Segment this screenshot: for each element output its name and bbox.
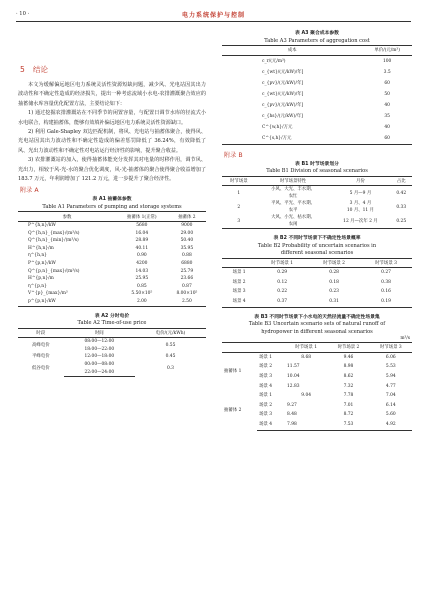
column-header: 时节场景: [222, 176, 256, 186]
column-header: 时节场景 1: [256, 258, 308, 268]
table-row: [222, 186, 412, 201]
table-cell: p^{p,n}/kW: [18, 298, 116, 306]
conclusion-paragraph: 本文为缓解偏远地区电力系统灵活性资源短缺问题，减少风、光电站因其出力波动性和不确定性造成的经济损失，提出一种考虑流域小水电-农排灌溉聚合效应的抽蓄储水库容量优化配置方法，主要结论如下：: [18, 82, 206, 107]
column-header: 抽蓄体 1(正常): [116, 212, 168, 222]
table-cell: 5.94: [385, 373, 396, 379]
table-cell: 场景 1: [259, 354, 273, 360]
column-header: 电价/(元/kWh): [135, 328, 206, 338]
table-cell: 0.19: [360, 297, 412, 307]
table-row: [18, 237, 206, 245]
scenario-id: 3: [222, 214, 256, 229]
table-row: [222, 297, 412, 307]
table-cell: 场景 3: [259, 373, 273, 379]
table-b2-title-cn: 表 B2 不同时节场景下不确定性场景概率: [273, 236, 361, 242]
table-cell: 23.66: [180, 276, 194, 282]
time-range: 12:00—18:00: [84, 354, 115, 360]
table-cell: 40: [384, 102, 390, 108]
table-cell: 25.79: [180, 268, 194, 274]
conclusion-paragraph: 3) 农排灌溉站的加入，使得抽蓄体能充分发挥其对电量的时移作用，调节风、光出力，相较于风-光-水的聚合优化调度，风-光-抽蓄体的聚合使得聚合收益增加了 183.7 万元，年利润增加了 121.2 万元，进一步提升了聚合经济性。: [18, 157, 206, 183]
table-cell: 16.04: [135, 230, 149, 236]
table-cell: 25.95: [135, 276, 149, 282]
table-b3-title-en-line2: hydropower in different seasonal scenarios: [261, 328, 373, 335]
table-row: [18, 222, 206, 230]
table-cell: 0.87: [181, 283, 192, 289]
table-cell: 0.16: [381, 289, 391, 295]
table-row: [18, 353, 206, 361]
column-header: 时节场景 1: [285, 343, 327, 353]
scenario-share: 0.25: [390, 214, 412, 229]
table-cell: 场景 3: [232, 289, 246, 295]
table-cell: 6880: [181, 261, 193, 267]
section-heading: [20, 64, 206, 75]
table-row: [222, 214, 412, 229]
price-value: 0.55: [165, 342, 176, 348]
section-number: 5: [20, 65, 25, 74]
table-cell: c_{hs}/(元/kW)/年]: [262, 113, 303, 119]
scenario-months: 12 月—次年 2 月: [330, 214, 390, 229]
table-cell: 场景 1: [232, 270, 246, 276]
table-cell: C^{s,h}/万元: [222, 133, 362, 145]
table-b3-unit: m³/s: [400, 336, 410, 342]
table-cell: 0.90: [136, 253, 147, 259]
column-header: 占比: [390, 176, 412, 186]
table-cell: 5680: [136, 223, 148, 229]
column-header: 抽蓄体 2: [168, 212, 206, 222]
time-range: 22:00—24:00: [64, 369, 135, 377]
table-cell: 0.23: [329, 289, 339, 295]
table-cell: 场景 2: [232, 279, 246, 285]
journal-title: 电力系统保护与控制: [181, 12, 245, 19]
table-cell: 0.22: [277, 289, 288, 295]
table-row: [222, 391, 412, 401]
table-cell: 5.50×10⁵: [131, 291, 153, 297]
table-cell: 0.85: [136, 283, 147, 289]
appendix-b-heading: 附录 B: [224, 151, 243, 159]
column-header: 时节场景 3: [360, 258, 412, 268]
table-row: [18, 268, 206, 276]
table-row: [18, 252, 206, 260]
table-row: [222, 78, 412, 89]
table-cell: P^{h,n}/kW: [28, 223, 56, 229]
table-cell: 场景 2: [259, 402, 273, 408]
table-b2-title-en-line2: different seasonal scenarios: [280, 250, 354, 257]
table-cell: H^{p,n}/m: [28, 276, 54, 282]
running-header: [16, 9, 411, 22]
table-cell: 2.50: [168, 298, 206, 306]
table-cell: 35.95: [180, 245, 194, 251]
table-b3: [222, 342, 412, 430]
column-header: 时节场景 3: [370, 343, 412, 353]
table-row: [18, 338, 206, 346]
column-header: [222, 343, 257, 353]
table-cell: 场景 4: [259, 383, 273, 389]
table-cell: 0.27: [381, 270, 391, 276]
table-cell: 11.57: [287, 364, 300, 370]
table-cell: 0.12: [277, 279, 288, 285]
column-header: 月份: [330, 176, 390, 186]
table-cell: c_{wt}/(元/kW)/年]: [262, 91, 304, 97]
table-b1-title-cn: 表 B1 时节场景划分: [295, 161, 339, 167]
table-cell: 9.46: [343, 354, 354, 360]
column-header: [257, 343, 285, 353]
table-cell: Q^{h,n}_{min}/(m³/s): [28, 238, 79, 244]
table-cell: 35: [384, 113, 390, 119]
column-header: [222, 258, 256, 268]
period-name: 低谷电价: [32, 366, 50, 372]
scenario-share: 0.42: [396, 190, 407, 196]
scenario-id: 2: [237, 204, 241, 210]
table-cell: 0.38: [381, 279, 391, 285]
table-row: [222, 200, 412, 214]
scenario-id: 1: [237, 190, 241, 196]
table-cell: C^{w,h}/万元: [262, 124, 293, 130]
table-cell: 0.88: [181, 253, 192, 259]
table-cell: c_{wt}/(元/kW)/年]: [262, 69, 304, 75]
table-cell: 场景 2: [259, 364, 273, 370]
table-cell: 29.00: [180, 230, 194, 236]
table-cell: 9.04: [301, 393, 312, 399]
table-a1-title-cn: 表 A1 抽蓄体参数: [92, 197, 132, 203]
table-cell: 5.53: [385, 364, 396, 370]
table-cell: 7.04: [385, 393, 396, 399]
table-b3-title-en-line1: Table B3 Uncertain scenario sets of natural runoff of: [248, 321, 386, 328]
time-range: 08:00—12:00: [84, 339, 115, 345]
table-cell: c_{pv}/(元/kW)/年]: [262, 102, 304, 108]
table-row: [222, 278, 412, 288]
table-cell: 场景 4: [257, 420, 285, 430]
table-a2-title-en: Table A2 Time-of-use price: [77, 320, 147, 327]
table-cell: 28.89: [135, 238, 149, 244]
table-row: [18, 275, 206, 283]
table-cell: 100: [382, 58, 392, 64]
price-value: 0.45: [165, 354, 176, 360]
table-cell: H^{h,n}/m: [28, 245, 54, 251]
table-a3-title-cn: 表 A3 聚合成本参数: [295, 31, 339, 36]
table-cell: 8.72: [343, 412, 354, 418]
table-row: [18, 260, 206, 268]
scenario-traits: 小风、大光、丰水期、 农忙: [271, 187, 315, 200]
table-cell: 10.04: [287, 373, 300, 379]
left-column: [18, 30, 206, 377]
table-cell: 场景 3: [259, 412, 273, 418]
conclusion-paragraph: 1) 通过挖掘农排灌溉站在不同季节的闲置容量，与配置日调节水库的径流式小水电联合，构建抽蓄体，能够有效填补偏远地区电力系统灵活性资源缺口。: [18, 110, 206, 126]
table-cell: 12.83: [287, 383, 300, 389]
conclusion-paragraph: 2) 利用 Gale-Shapley 双边匹配机制，将风、光电站与抽蓄体聚合，使得风、光电站因其出力波动性和不确定性造成的偏差惩罚降低了 36.24%，有效降低了风、光出力波动性和不确定性对电站运行经济性的影响，提升聚合收益。: [18, 129, 206, 154]
table-cell: 7.32: [343, 383, 354, 389]
table-cell: 9.27: [287, 402, 297, 408]
table-a1-title-en: Table A1 Parameters of pumping and storage systems: [42, 203, 182, 210]
table-b2-title-en-line1: Table B2 Probability of uncertain scenarios in: [257, 242, 377, 249]
table-b1: [222, 176, 412, 230]
table-cell: 0.37: [256, 297, 308, 307]
table-cell: 4.77: [385, 383, 396, 389]
table-cell: 8.00×10⁵: [176, 291, 198, 297]
table-cell: 60: [384, 80, 390, 86]
table-row: [222, 133, 412, 145]
table-a2: [18, 328, 206, 378]
table-b3-title-cn: 表 B3 不同时节场景下小水电的天然径流量不确定性场景集: [254, 314, 380, 320]
period-name: 高峰电价: [32, 342, 50, 348]
table-cell: 场景 4: [222, 297, 256, 307]
right-column: [222, 30, 412, 431]
section-title: 结论: [32, 65, 49, 74]
table-b1-title-en: Table B1 Division of seasonal scenarios: [266, 168, 368, 175]
table-cell: 9000: [181, 223, 193, 229]
table-cell: 7.98: [285, 420, 327, 430]
scenario-traits: 大风、小光、枯水期、 农闲: [256, 214, 331, 229]
table-cell: 8.48: [287, 412, 297, 418]
table-cell: 4.92: [370, 420, 412, 430]
table-cell: 60: [362, 133, 412, 145]
table-row: [18, 290, 206, 298]
column-header: 时节场景 2: [308, 258, 360, 268]
price-value: 0.3: [166, 366, 174, 372]
table-row: [18, 283, 206, 291]
table-cell: 14.03: [135, 268, 149, 274]
table-row: [222, 268, 412, 278]
table-cell: 40: [384, 124, 390, 130]
group-name: 抽蓄体 1: [224, 369, 242, 375]
scenario-share: 0.33: [396, 204, 407, 210]
table-cell: η^{h,n}: [28, 253, 47, 259]
table-row: [222, 55, 412, 67]
table-row: [222, 111, 412, 122]
table-cell: 3.5: [383, 69, 391, 75]
table-cell: V^{p}_{max}/m³: [28, 291, 68, 297]
table-cell: 8.62: [343, 373, 354, 379]
table-cell: c_{pv}/(元/kW)/年]: [262, 80, 304, 86]
table-cell: 0.29: [277, 270, 288, 276]
column-header: 时间: [64, 328, 135, 338]
table-cell: 40.11: [135, 245, 149, 251]
table-cell: 4200: [136, 261, 148, 267]
table-cell: P^{p,n}/kW: [28, 261, 56, 267]
table-cell: 50.40: [180, 238, 194, 244]
table-row: [222, 122, 412, 133]
table-cell: 7.53: [327, 420, 369, 430]
time-range: 00:00—08:00: [84, 361, 115, 367]
scenario-months: 3 月、4 月 10 月、11 月: [346, 201, 374, 214]
table-row: [222, 100, 412, 111]
table-row: [222, 67, 412, 78]
table-cell: 50: [384, 91, 390, 97]
column-header: 单价/(元/m³): [362, 46, 412, 56]
table-cell: Q^{h,n}_{max}/(m³/s): [28, 230, 80, 236]
table-cell: η^{p,n}: [28, 283, 47, 289]
group-name: 抽蓄体 2: [224, 407, 242, 413]
table-b2: [222, 258, 412, 308]
table-cell: 8.98: [343, 364, 354, 370]
table-cell: 6.06: [385, 354, 396, 360]
table-cell: 0.18: [329, 279, 339, 285]
table-cell: 6.14: [385, 402, 396, 408]
table-cell: 0.31: [308, 297, 360, 307]
scenario-months: 5 月—9 月: [349, 190, 372, 196]
table-a1: [18, 211, 206, 306]
page-number: · 10 ·: [16, 11, 30, 17]
table-row: [18, 298, 206, 306]
table-row: [222, 89, 412, 100]
table-cell: 8.68: [301, 354, 312, 360]
column-header: 时段: [18, 328, 64, 338]
time-range: 18:00—22:00: [84, 346, 115, 352]
table-cell: 7.78: [343, 393, 354, 399]
table-cell: 5.60: [385, 412, 396, 418]
table-a2-title-cn: 表 A2 分时电价: [94, 313, 130, 319]
column-header: 参数: [18, 212, 116, 222]
scenario-traits: 平风、平光、平水期、 农平: [271, 201, 315, 214]
table-row: [18, 230, 206, 238]
table-cell: 0.28: [329, 270, 339, 276]
table-row: [18, 245, 206, 253]
column-header: 时节场景特性: [256, 176, 331, 186]
column-header: 时节场景 2: [327, 343, 369, 353]
table-cell: Q^{p,n}_{max}/(m³/s): [28, 268, 80, 274]
column-header: 成本: [222, 46, 362, 56]
table-cell: 7.01: [343, 402, 354, 408]
table-cell: c_r/(元/m³): [262, 58, 286, 64]
table-row: [222, 352, 412, 362]
table-row: [18, 361, 206, 369]
table-cell: 场景 1: [259, 393, 273, 399]
table-cell: 2.00: [116, 298, 168, 306]
table-a3-title-en: Table A3 Parameters of aggregation cost: [264, 37, 370, 44]
period-name: 平峰电价: [32, 354, 50, 360]
table-a3: [222, 45, 412, 145]
table-row: [222, 287, 412, 297]
appendix-a-heading: 附录 A: [20, 187, 39, 195]
